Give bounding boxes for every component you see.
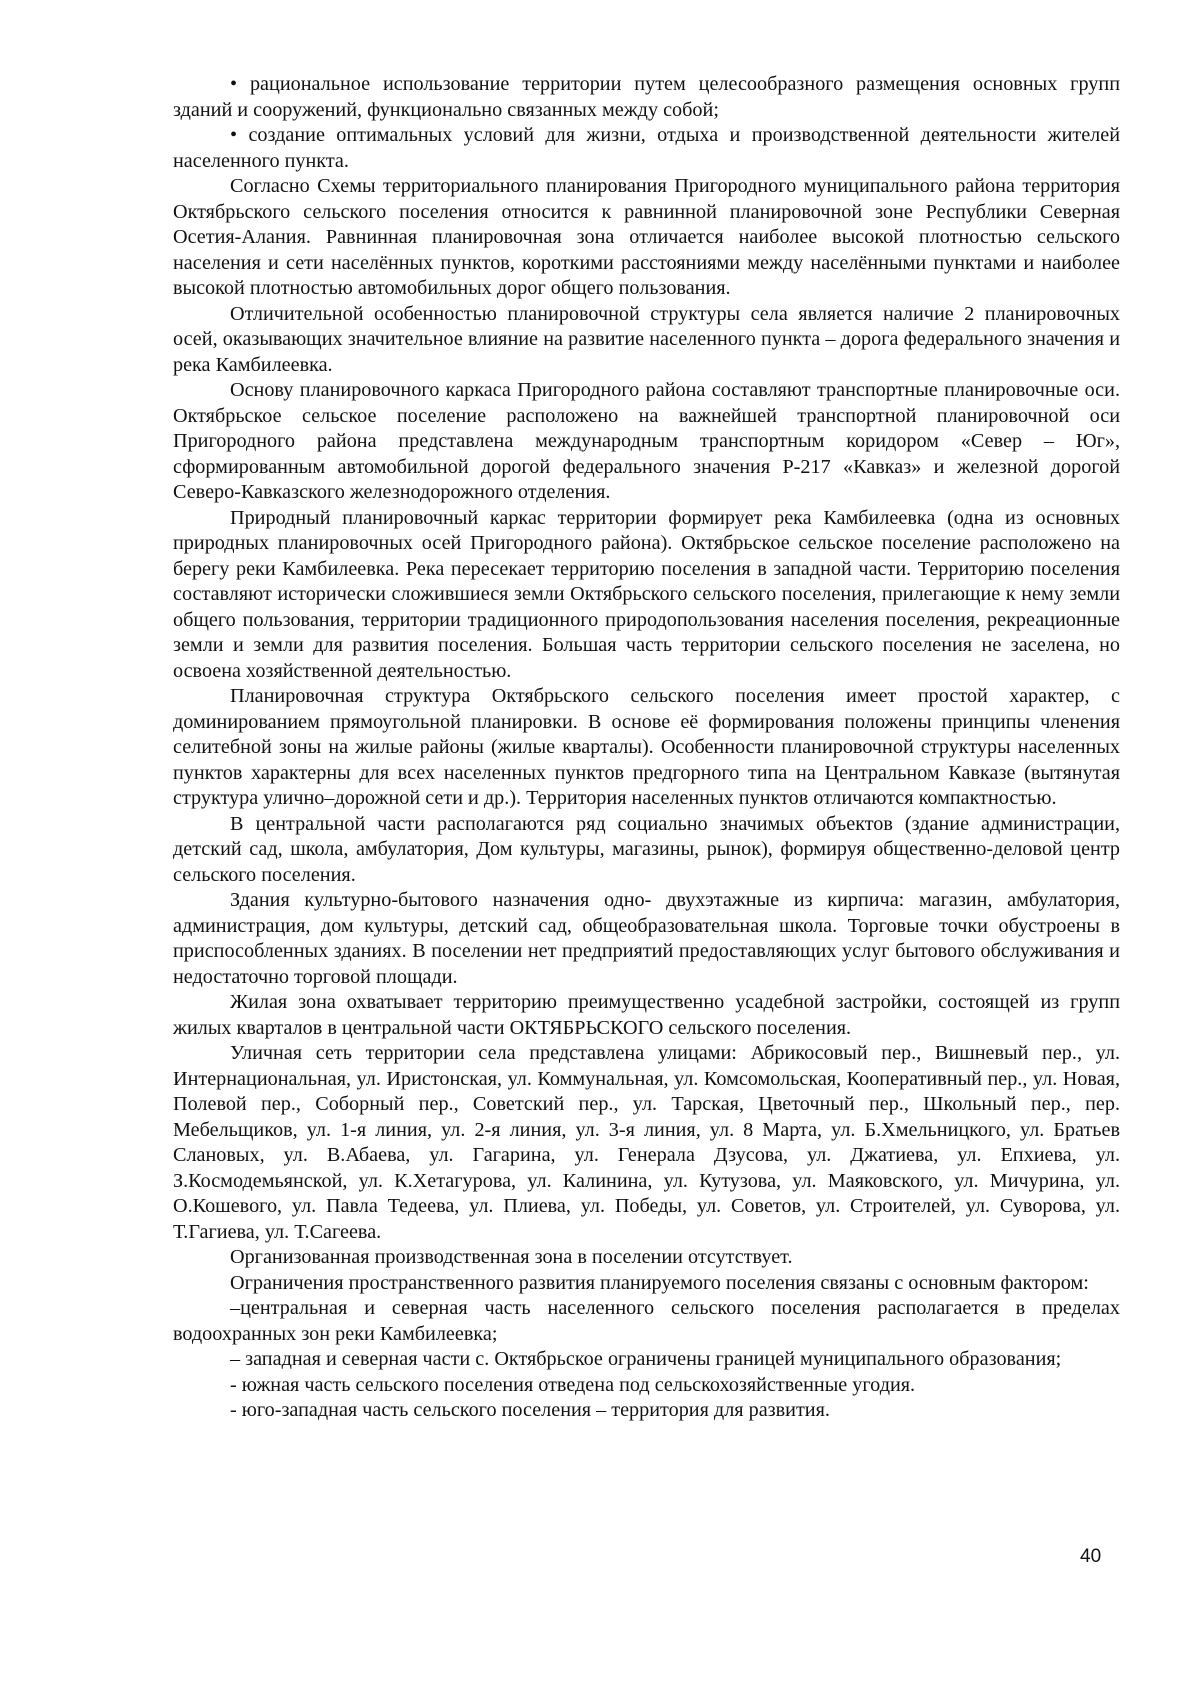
page-number: 40: [1080, 1546, 1102, 1567]
paragraph-planning-axes: Отличительной особенностью планировочной структуры села является наличие 2 планировочных осей, оказывающих значительное влияние на развитие населенного пункта – дорога федерального значения и река Камбилеевка.: [173, 302, 1120, 376]
list-item-water-protection: –центральная и северная часть населенного сельского поселения располагается в пределах водоохранных зон реки Камбилеевка;: [173, 1297, 1120, 1345]
bullet-rational-use: • рациональное использование территории путем целесообразного размещения основных групп зданий и сооружений, функционально связанных между собой;: [173, 73, 1120, 121]
paragraph-central-part: В центральной части располагаются ряд социально значимых объектов (здание администрации, детский сад, школа, амбулатория, Дом культуры, магазины, рынок), формируя общественно-деловой центр сельского поселения.: [173, 812, 1120, 886]
document-body: [173, 72, 1120, 1424]
paragraph-cultural-buildings: Здания культурно-бытового назначения одно- двухэтажные из кирпича: магазин, амбулатория, администрация, дом культуры, детский сад, общеобразовательная школа. Торговые точки обустроены в приспособленных зданиях. В поселении нет предприятий предоставляющих услуг бытового обслуживания и недостаточно торговой площади.: [173, 889, 1120, 988]
paragraph-production-zone: Организованная производственная зона в поселении отсутствует.: [230, 1246, 793, 1268]
paragraph-planning-zone: Согласно Схемы территориального планирования Пригородного муниципального района территория Октябрьского сельского поселения относится к равнинной планировочной зоне Республики Северная Осетия-Алания. Равнинная планировочная зона отличается наиболее высокой плотностью сельского населения и сети населённых пунктов, короткими расстояниями между населёнными пунктами и наиболее высокой плотностью автомобильных дорог общего пользования.: [173, 175, 1120, 299]
list-item-development-territory: - юго-западная часть сельского поселения – территория для развития.: [230, 1399, 830, 1421]
paragraph-transport-axes: Основу планировочного каркаса Пригородного района составляют транспортные планировочные оси. Октябрьское сельское поселение расположено на важнейшей транспортной планировочной оси Пригородного района представлена международным транспортным коридором «Север – Юг», сформированным автомобильной дорогой федерального значения Р-217 «Кавказ» и железной дорогой Северо-Кавказского железнодорожного отделения.: [173, 379, 1120, 503]
list-item-agricultural-land: - южная часть сельского поселения отведена под сельскохозяйственные угодия.: [230, 1373, 916, 1396]
paragraph-street-network: Уличная сеть территории села представлена улицами: Абрикосовый пер., Вишневый пер., ул. Интернациональная, ул. Иристонская, ул. Коммунальная, ул. Комсомольская, Кооперативный пер., ул. Новая, Полевой пер., Соборный пер., Советский пер., ул. Тарская, Цветочный пер., Школьный пер., пер. Мебельщиков, ул. 1-я линия, ул. 2-я линия, ул. 3-я линия, ул. 8 Марта, ул. Б.Хмельницкого, ул. Братьев Слановых, ул. В.Абаева, ул. Гагарина, ул. Генерала Дзусова, ул. Джатиева, ул. Епхиева, ул. З.Космодемьянской, ул. К.Хетагурова, ул. Калинина, ул. Кутузова, ул. Маяковского, ул. Мичурина, ул. О.Кошевого, ул. Павла Тедеева, ул. Плиева, ул. Победы, ул. Советов, ул. Строителей, ул. Суворова, ул. Т.Гагиева, ул. Т.Сагеева.: [173, 1042, 1120, 1243]
paragraph-natural-framework: Природный планировочный каркас территории формирует река Камбилеевка (одна из основных природных планировочных осей Пригородного района). Октябрьское сельское поселение расположено на берегу реки Камбилеевка. Река пересекает территорию поселения в западной части. Территорию поселения составляют исторически сложившиеся земли Октябрьского сельского поселения, прилегающие к нему земли общего пользования, территории традиционного природопользования населения поселения, рекреационные земли и земли для развития поселения. Большая часть территории сельского поселения не заселена, но освоена хозяйственной деятельностью.: [173, 506, 1120, 682]
bullet-optimal-conditions: • создание оптимальных условий для жизни, отдыха и производственной деятельности жителей населенного пункта.: [173, 124, 1120, 172]
paragraph-development-limits: Ограничения пространственного развития планируемого поселения связаны с основным фактором:: [230, 1271, 1089, 1294]
paragraph-planning-structure: Планировочная структура Октябрьского сельского поселения имеет простой характер, с доминированием прямоугольной планировки. В основе её формирования положены принципы членения селитебной зоны на жилые районы (жилые кварталы). Особенности планировочной структуры населенных пунктов характерны для всех населенных пунктов предгорного типа на Центральном Кавказе (вытянутая структура улично–дорожной сети и др.). Территория населенных пунктов отличаются компактностью.: [173, 685, 1120, 809]
list-item-municipal-border: – западная и северная части с. Октябрьское ограничены границей муниципального образования;: [230, 1348, 1062, 1370]
paragraph-residential-zone: Жилая зона охватывает территорию преимущественно усадебной застройки, состоящей из групп жилых кварталов в центральной части ОКТЯБРЬСКОГО сельского поселения.: [173, 991, 1120, 1039]
